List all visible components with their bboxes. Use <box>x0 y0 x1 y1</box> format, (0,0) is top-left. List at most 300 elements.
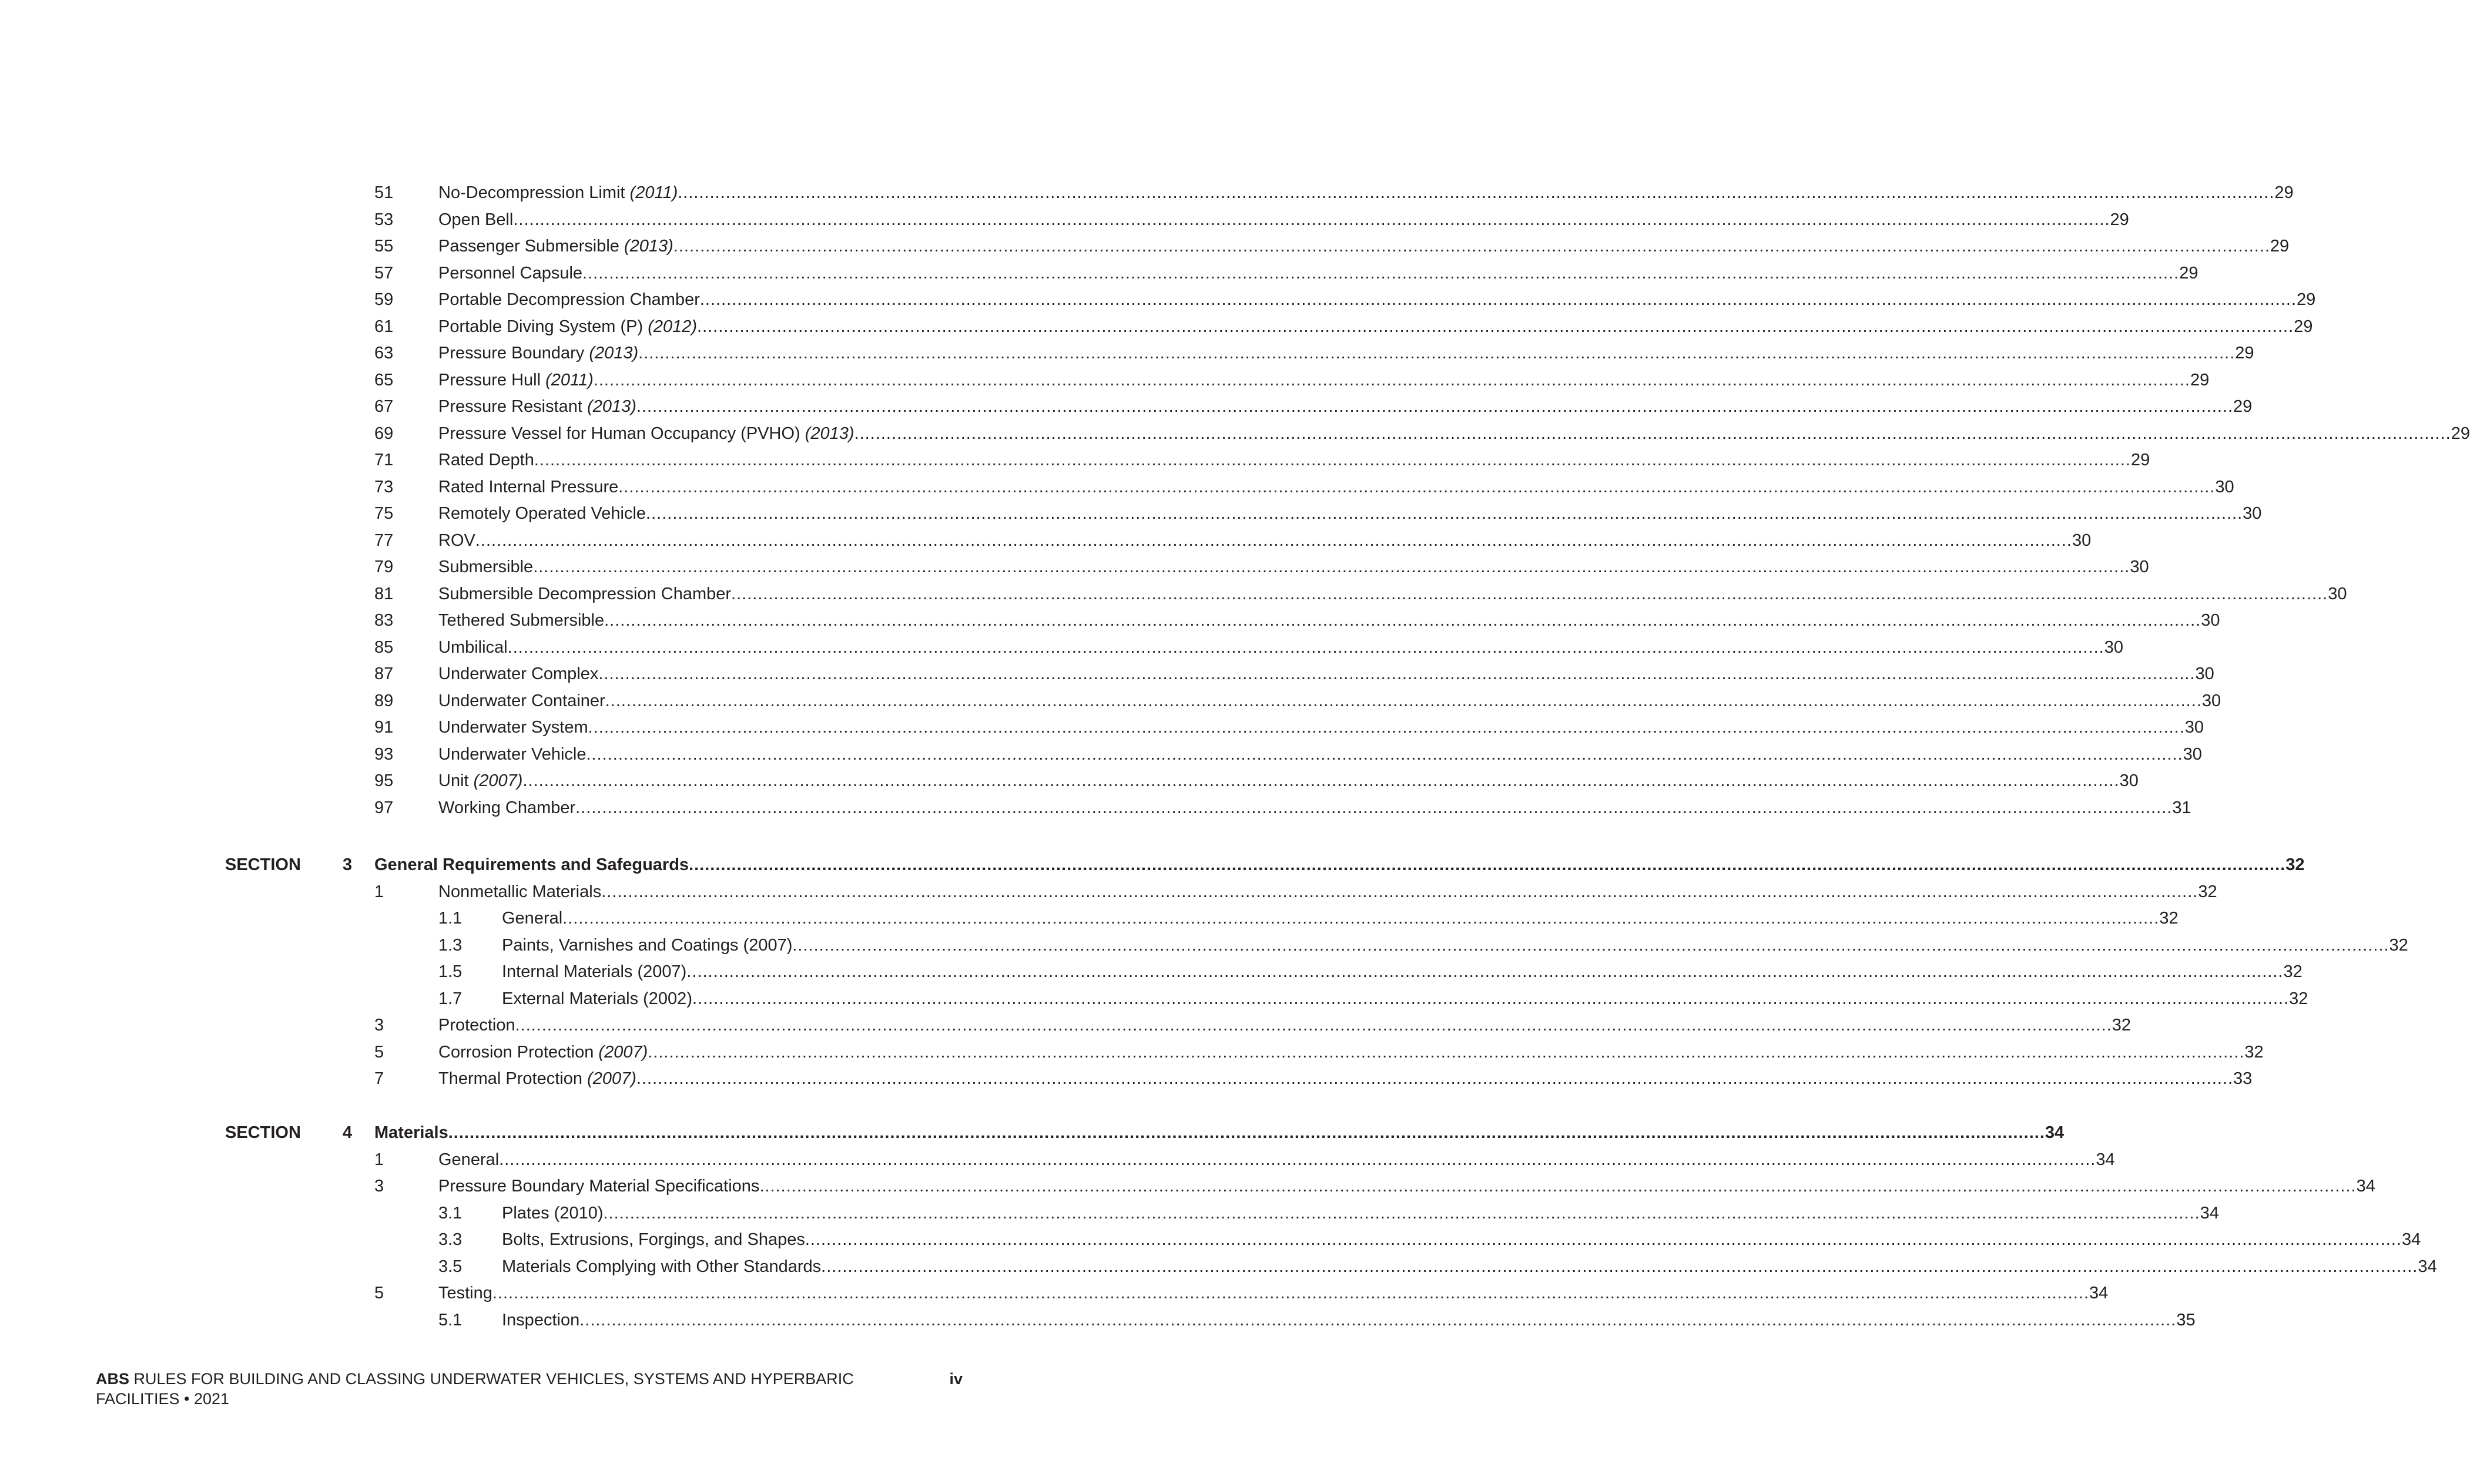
entry-page: 34 <box>2418 1257 2437 1276</box>
entry-title-text: Pressure Boundary Material Specifications <box>438 1177 760 1196</box>
entry-title <box>438 448 534 472</box>
entry-leader <box>438 529 2092 552</box>
toc-entry <box>374 716 2204 739</box>
entry-year: (2013) <box>589 344 639 362</box>
toc-entry <box>374 1013 2131 1037</box>
entry-title-text: Open Bell <box>438 210 514 229</box>
entry-page: 30 <box>2328 584 2347 603</box>
toc-entry <box>374 1174 2375 1198</box>
entry-number: 67 <box>374 397 394 416</box>
leader-dots: ............................................................................................................................................................................................................................................................................................................ <box>579 1310 2177 1329</box>
entry-title <box>438 529 475 552</box>
entry-number: 61 <box>374 317 394 336</box>
leader-dots: ............................................................................................................................................................................................................................................................................................................ <box>475 531 2072 550</box>
entry-page: 30 <box>2119 771 2139 790</box>
entry-title <box>502 1308 579 1332</box>
leader-dots: ............................................................................................................................................................................................................................................................................................................ <box>598 664 2196 683</box>
entry-number: 83 <box>374 611 394 630</box>
entry-title <box>438 880 601 904</box>
entry-leader <box>438 315 2313 338</box>
leader-dots: ............................................................................................................................................................................................................................................................................................................ <box>604 611 2201 630</box>
entry-number: 1.3 <box>438 935 463 955</box>
entry-leader <box>438 502 2262 525</box>
entry-title-text: Protection <box>438 1016 515 1035</box>
leader-dots: ............................................................................................................................................................................................................................................................................................................ <box>605 691 2202 710</box>
entry-page: 34 <box>2089 1284 2109 1302</box>
entry-title-text: External Materials (2002) <box>502 989 692 1008</box>
entry-page: 30 <box>2243 504 2262 523</box>
entry-page: 29 <box>2233 397 2253 416</box>
entry-leader <box>438 609 2220 632</box>
entry-page: 29 <box>2130 451 2150 469</box>
entry-title-text: Testing <box>438 1284 492 1302</box>
entry-leader <box>438 880 2217 904</box>
leader-dots: ............................................................................................................................................................................................................................................................................................................ <box>759 1177 2357 1196</box>
toc-entry <box>374 769 2139 793</box>
entry-page: 35 <box>2176 1310 2196 1329</box>
entry-title <box>438 1040 648 1064</box>
entry-year: (2011) <box>629 183 678 202</box>
entry-title-text: Materials Complying with Other Standards <box>502 1257 822 1276</box>
leader-dots: ............................................................................................................................................................................................................................................................................................................ <box>515 1016 2112 1035</box>
toc-entry <box>374 395 2253 418</box>
entry-page: 34 <box>2096 1150 2115 1169</box>
entry-leader <box>438 181 2294 204</box>
toc-entry <box>374 475 2234 499</box>
entry-leader <box>502 987 2308 1010</box>
entry-title <box>438 662 598 686</box>
entry-number: 95 <box>374 771 394 790</box>
entry-title <box>438 1013 515 1037</box>
entry-page: 29 <box>2235 344 2254 362</box>
entry-number: 3 <box>374 1177 384 1196</box>
toc-entry <box>374 689 2221 713</box>
entry-title <box>438 609 604 632</box>
entry-leader <box>502 1255 2437 1278</box>
footer-page-number: iv <box>949 1370 963 1388</box>
entry-title <box>438 716 588 739</box>
entry-leader <box>374 1121 2065 1144</box>
toc-entry <box>374 208 2129 231</box>
entry-page: 30 <box>2072 531 2092 550</box>
entry-number: 5 <box>374 1042 384 1062</box>
leader-dots: ............................................................................................................................................................................................................................................................................................................ <box>593 370 2190 390</box>
toc-entry <box>374 422 2470 445</box>
entry-leader <box>438 208 2129 231</box>
entry-title-text: Paints, Varnishes and Coatings (2007) <box>502 935 793 955</box>
leader-dots: ............................................................................................................................................................................................................................................................................................................ <box>638 344 2236 362</box>
entry-leader <box>438 1148 2115 1171</box>
entry-number: 91 <box>374 718 394 737</box>
entry-page: 32 <box>2285 855 2305 874</box>
entry-title-text: Pressure Vessel for Human Occupancy (PVHO) <box>438 424 800 443</box>
entry-leader <box>438 743 2202 766</box>
toc-subentry <box>438 906 2179 930</box>
leader-dots: ............................................................................................................................................................................................................................................................................................................ <box>448 1123 2045 1142</box>
entry-number: 93 <box>374 744 394 764</box>
entry-number: 3 <box>374 1016 384 1035</box>
entry-year: (2007) <box>598 1042 648 1062</box>
toc-entry <box>374 880 2217 904</box>
entry-number: 69 <box>374 424 394 443</box>
entry-title <box>438 502 646 525</box>
entry-leader <box>438 689 2221 713</box>
entry-title <box>374 853 689 877</box>
entry-title <box>502 960 686 983</box>
toc-entry <box>374 1281 2109 1305</box>
toc-entry <box>374 288 2316 311</box>
entry-number: 59 <box>374 290 394 309</box>
entry-number: 1 <box>374 882 384 901</box>
entry-leader <box>502 934 2408 957</box>
entry-title <box>438 234 673 258</box>
entry-number: 55 <box>374 237 394 256</box>
entry-title-text: Underwater Complex <box>438 664 599 683</box>
entry-title <box>438 555 533 579</box>
entry-year: (2012) <box>648 317 698 336</box>
toc-entry <box>374 1067 2253 1090</box>
entry-title-text: General <box>502 909 563 928</box>
entry-title-text: ROV <box>438 531 475 550</box>
entry-title-text: General <box>438 1150 500 1169</box>
entry-title-text: Corrosion Protection <box>438 1042 594 1062</box>
leader-dots: ............................................................................................................................................................................................................................................................................................................ <box>582 263 2180 283</box>
leader-dots: ............................................................................................................................................................................................................................................................................................................ <box>603 1203 2200 1223</box>
entry-page: 29 <box>2179 263 2198 283</box>
entry-title-text: Rated Internal Pressure <box>438 477 619 496</box>
entry-number: 79 <box>374 558 394 576</box>
entry-title <box>438 208 513 231</box>
leader-dots: ............................................................................................................................................................................................................................................................................................................ <box>562 909 2160 928</box>
toc-entry <box>374 1148 2115 1171</box>
entry-page: 34 <box>2401 1230 2421 1249</box>
entry-leader <box>438 796 2191 820</box>
entry-page: 30 <box>2195 664 2214 683</box>
entry-title <box>438 261 582 285</box>
entry-title <box>438 475 618 499</box>
entry-page: 30 <box>2215 477 2234 496</box>
entry-title <box>438 1148 499 1171</box>
entry-title-text: Pressure Boundary <box>438 344 585 362</box>
entry-title-text: Rated Depth <box>438 451 534 469</box>
entry-title-text: Portable Decompression Chamber <box>438 290 700 309</box>
toc-entry <box>374 315 2313 338</box>
entry-leader <box>502 1201 2219 1225</box>
entry-leader <box>502 1308 2196 1332</box>
entry-number: 3.3 <box>438 1230 463 1249</box>
section-heading <box>225 853 2305 877</box>
leader-dots: ............................................................................................................................................................................................................................................................................................................ <box>522 771 2120 790</box>
leader-dots: ............................................................................................................................................................................................................................................................................................................ <box>533 558 2130 576</box>
entry-number: 81 <box>374 584 394 603</box>
entry-page: 29 <box>2297 290 2316 309</box>
entry-leader <box>438 288 2316 311</box>
leader-dots: ............................................................................................................................................................................................................................................................................................................ <box>575 798 2173 817</box>
entry-title <box>438 582 731 606</box>
leader-dots: ............................................................................................................................................................................................................................................................................................................ <box>792 935 2389 955</box>
leader-dots: ............................................................................................................................................................................................................................................................................................................ <box>673 237 2270 256</box>
footer-brand: ABS <box>96 1370 130 1388</box>
entry-title-text: Plates (2010) <box>502 1203 604 1223</box>
entry-leader <box>502 906 2179 930</box>
entry-year: (2013) <box>587 397 636 416</box>
entry-leader <box>438 1281 2109 1305</box>
entry-title <box>438 341 638 365</box>
entry-page: 30 <box>2184 718 2204 737</box>
entry-page: 32 <box>2389 935 2408 955</box>
entry-title-text: Underwater Vehicle <box>438 744 587 764</box>
entry-leader <box>502 960 2303 983</box>
entry-number: 1.7 <box>438 989 463 1008</box>
entry-leader <box>438 636 2124 659</box>
entry-title <box>502 1255 821 1278</box>
entry-title <box>438 368 594 392</box>
entry-page: 34 <box>2356 1177 2375 1196</box>
leader-dots: ............................................................................................................................................................................................................................................................................................................ <box>618 477 2216 496</box>
entry-title <box>438 743 586 766</box>
entry-number: 3.1 <box>438 1203 463 1223</box>
entry-leader <box>438 1067 2253 1090</box>
leader-dots: ............................................................................................................................................................................................................................................................................................................ <box>689 855 2286 874</box>
entry-page: 29 <box>2270 237 2290 256</box>
entry-page: 32 <box>2159 909 2179 928</box>
entry-title <box>502 987 692 1010</box>
entry-number: 89 <box>374 691 394 710</box>
toc-entry <box>374 796 2191 820</box>
toc-entry <box>374 555 2149 579</box>
entry-title-text: Remotely Operated Vehicle <box>438 504 646 523</box>
leader-dots: ............................................................................................................................................................................................................................................................................................................ <box>636 397 2234 416</box>
entry-page: 32 <box>2283 962 2303 981</box>
toc-subentry <box>438 987 2308 1010</box>
entry-title <box>438 1067 636 1090</box>
entry-number: 77 <box>374 531 394 550</box>
entry-page: 33 <box>2233 1069 2253 1088</box>
entry-number: 3.5 <box>438 1257 463 1276</box>
entry-page: 30 <box>2130 558 2149 576</box>
entry-number: 5.1 <box>438 1310 463 1329</box>
toc-entry <box>374 502 2262 525</box>
entry-title-text: General Requirements and Safeguards <box>374 855 689 874</box>
leader-dots: ............................................................................................................................................................................................................................................................................................................ <box>534 451 2131 469</box>
entry-title-text: Thermal Protection <box>438 1069 582 1088</box>
entry-title <box>502 934 792 957</box>
leader-dots: ............................................................................................................................................................................................................................................................................................................ <box>678 183 2275 202</box>
leader-dots: ............................................................................................................................................................................................................................................................................................................ <box>492 1284 2090 1302</box>
toc-entry <box>374 261 2198 285</box>
toc-entry <box>374 582 2347 606</box>
toc-entry <box>374 341 2254 365</box>
leader-dots: ............................................................................................................................................................................................................................................................................................................ <box>699 290 2297 309</box>
entry-number: 53 <box>374 210 394 229</box>
entry-title <box>502 1201 604 1225</box>
entry-number: 65 <box>374 370 394 390</box>
entry-number: 1.5 <box>438 962 463 981</box>
entry-leader <box>438 1013 2131 1037</box>
entry-leader <box>438 1040 2264 1064</box>
entry-title-text: Submersible <box>438 558 534 576</box>
toc-subentry <box>438 1228 2421 1251</box>
entry-page: 32 <box>2198 882 2217 901</box>
entry-title <box>438 422 854 445</box>
entry-title <box>438 181 678 204</box>
toc-subentry <box>438 1308 2196 1332</box>
entry-leader <box>374 853 2305 877</box>
entry-leader <box>438 555 2149 579</box>
entry-leader <box>438 368 2210 392</box>
entry-title-text: Passenger Submersible <box>438 237 619 256</box>
entry-leader <box>438 769 2139 793</box>
entry-leader <box>438 1174 2375 1198</box>
entry-page: 29 <box>2294 317 2313 336</box>
page-footer <box>96 1369 963 1409</box>
entry-number: 75 <box>374 504 394 523</box>
entry-page: 29 <box>2190 370 2210 390</box>
entry-title-text: Bolts, Extrusions, Forgings, and Shapes <box>502 1230 805 1249</box>
toc-entry <box>374 1040 2264 1064</box>
entry-title-text: Tethered Submersible <box>438 611 605 630</box>
entry-page: 30 <box>2201 611 2220 630</box>
entry-number: 4 <box>343 1123 353 1142</box>
entry-leader <box>502 1228 2421 1251</box>
entry-leader <box>438 448 2150 472</box>
toc-subentry <box>438 1201 2219 1225</box>
toc-entry <box>374 181 2294 204</box>
toc-subentry <box>438 1255 2437 1278</box>
entry-number: 87 <box>374 664 394 683</box>
entry-title-text: Umbilical <box>438 637 508 657</box>
toc-entry <box>374 448 2150 472</box>
entry-page: 30 <box>2201 691 2221 710</box>
entry-page: 30 <box>2104 637 2124 657</box>
entry-year: (2007) <box>473 771 523 790</box>
entry-title-text: No-Decompression Limit <box>438 183 625 202</box>
entry-title <box>438 636 508 659</box>
toc-entry <box>374 234 2290 258</box>
leader-dots: ............................................................................................................................................................................................................................................................................................................ <box>731 584 2328 603</box>
entry-page: 34 <box>2045 1123 2065 1142</box>
entry-title-text: Pressure Hull <box>438 370 541 390</box>
entry-title-text: Pressure Resistant <box>438 397 582 416</box>
entry-number: 97 <box>374 798 394 817</box>
leader-dots: ............................................................................................................................................................................................................................................................................................................ <box>513 210 2110 229</box>
entry-leader <box>438 422 2470 445</box>
entry-number: 51 <box>374 183 394 202</box>
entry-page: 29 <box>2110 210 2129 229</box>
entry-title <box>438 796 575 820</box>
footer-title: RULES FOR BUILDING AND CLASSING UNDERWATER VEHICLES, SYSTEMS AND HYPERBARIC FACILITIES • 2021 <box>96 1370 854 1408</box>
entry-number: 3 <box>343 855 353 874</box>
entry-year: (2013) <box>624 237 673 256</box>
entry-title-text: Inspection <box>502 1310 580 1329</box>
entry-title <box>438 1281 492 1305</box>
leader-dots: ............................................................................................................................................................................................................................................................................................................ <box>586 744 2183 764</box>
entry-number: 1.1 <box>438 909 463 928</box>
toc-subentry <box>438 960 2303 983</box>
entry-leader <box>438 261 2198 285</box>
entry-title <box>438 689 605 713</box>
entry-title-text: Unit <box>438 771 469 790</box>
leader-dots: ............................................................................................................................................................................................................................................................................................................ <box>646 504 2243 523</box>
entry-page: 29 <box>2451 424 2470 443</box>
entry-number: 71 <box>374 451 394 469</box>
entry-page: 34 <box>2200 1203 2219 1223</box>
toc-subentry <box>438 934 2408 957</box>
entry-title-text: Portable Diving System (P) <box>438 317 644 336</box>
leader-dots: ............................................................................................................................................................................................................................................................................................................ <box>636 1069 2234 1088</box>
leader-dots: ............................................................................................................................................................................................................................................................................................................ <box>588 718 2185 737</box>
entry-title <box>438 769 522 793</box>
toc-entry <box>374 368 2210 392</box>
entry-title <box>374 1121 448 1144</box>
toc-entry <box>374 743 2202 766</box>
entry-leader <box>438 716 2204 739</box>
entry-title <box>502 1228 805 1251</box>
leader-dots: ............................................................................................................................................................................................................................................................................................................ <box>821 1257 2418 1276</box>
entry-number: 5 <box>374 1284 384 1302</box>
leader-dots: ............................................................................................................................................................................................................................................................................................................ <box>854 424 2451 443</box>
toc-entry <box>374 529 2092 552</box>
entry-page: 29 <box>2274 183 2294 202</box>
leader-dots: ............................................................................................................................................................................................................................................................................................................ <box>648 1042 2245 1062</box>
entry-leader <box>438 582 2347 606</box>
entry-page: 32 <box>2244 1042 2264 1062</box>
entry-title-text: Working Chamber <box>438 798 576 817</box>
entry-title-text: Underwater System <box>438 718 588 737</box>
entry-leader <box>438 395 2253 418</box>
entry-title-text: Personnel Capsule <box>438 263 583 283</box>
entry-title <box>438 288 700 311</box>
entry-number: 1 <box>374 1150 384 1169</box>
leader-dots: ............................................................................................................................................................................................................................................................................................................ <box>601 882 2198 901</box>
entry-number: 7 <box>374 1069 384 1088</box>
toc-entry <box>374 636 2124 659</box>
entry-year: (2013) <box>805 424 854 443</box>
toc-entry <box>374 609 2220 632</box>
entry-year: (2011) <box>545 370 594 390</box>
entry-page: 32 <box>2289 989 2308 1008</box>
entry-title <box>438 315 697 338</box>
entry-title-text: Submersible Decompression Chamber <box>438 584 732 603</box>
section-heading <box>225 1121 2065 1144</box>
entry-page: 30 <box>2183 744 2202 764</box>
section-label: SECTION <box>225 855 301 874</box>
leader-dots: ............................................................................................................................................................................................................................................................................................................ <box>686 962 2284 981</box>
entry-title <box>438 395 636 418</box>
entry-title <box>438 1174 759 1198</box>
entry-number: 57 <box>374 263 394 283</box>
leader-dots: ............................................................................................................................................................................................................................................................................................................ <box>805 1230 2402 1249</box>
entry-title-text: Nonmetallic Materials <box>438 882 602 901</box>
leader-dots: ............................................................................................................................................................................................................................................................................................................ <box>507 637 2104 657</box>
entry-title-text: Underwater Container <box>438 691 605 710</box>
entry-number: 63 <box>374 344 394 362</box>
entry-page: 31 <box>2172 798 2191 817</box>
entry-page: 32 <box>2112 1016 2131 1035</box>
entry-title-text: Internal Materials (2007) <box>502 962 687 981</box>
entry-number: 73 <box>374 477 394 496</box>
entry-leader <box>438 234 2290 258</box>
footer-text <box>96 1369 877 1409</box>
entry-title <box>502 906 562 930</box>
leader-dots: ............................................................................................................................................................................................................................................................................................................ <box>499 1150 2096 1169</box>
entry-number: 85 <box>374 637 394 657</box>
entry-leader <box>438 341 2254 365</box>
toc-entry <box>374 662 2214 686</box>
section-label: SECTION <box>225 1123 301 1142</box>
entry-title-text: Materials <box>374 1123 448 1142</box>
entry-leader <box>438 475 2234 499</box>
